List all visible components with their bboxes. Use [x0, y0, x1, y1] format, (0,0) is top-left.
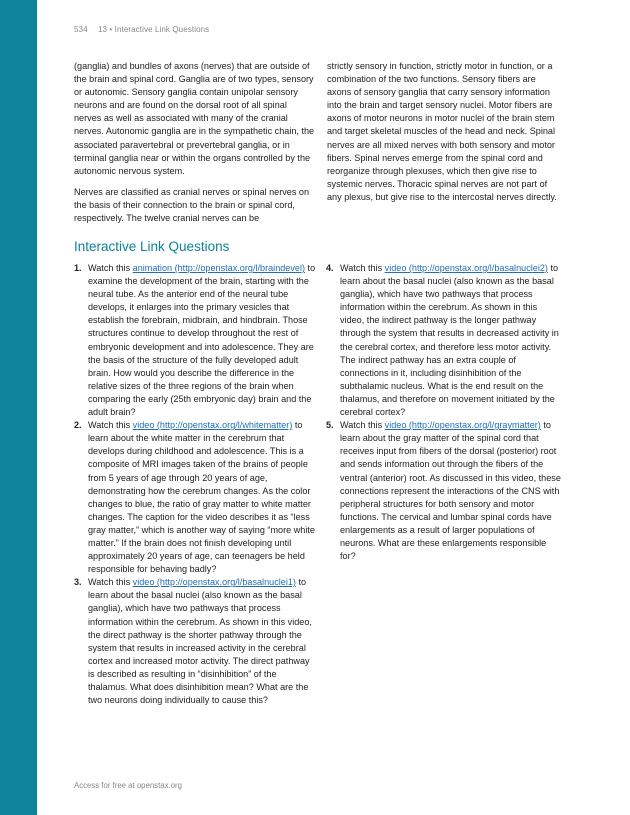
sidebar-accent-bar — [0, 0, 37, 815]
question-text: to learn about the white matter in the cerebrum that develops during childhood and adolescence. This is a composite of MRI images taken of the brains of people from 5 years of age through 20 years of age, demonstrating how the cerebrum changes. As the color changes to blue, the ratio of gray matter to white matter changes. The caption for the video describes it as “less gray matter,” which is another way of saying “more white matter.” If the brain does not finish developing until approximately 20 years of age, can teenagers be held responsible for behaving badly? — [88, 420, 315, 575]
body-column-right — [327, 60, 561, 212]
questions-column-right — [326, 262, 562, 563]
question-lead: Watch this — [88, 577, 133, 588]
question-lead: Watch this — [340, 420, 385, 431]
question-number: 2. — [74, 420, 82, 431]
question-item — [326, 419, 562, 563]
body-paragraph: (ganglia) and bundles of axons (nerves) that are outside of the brain and spinal cord. Ganglia are of two types, sensory or autonomic. Sensory ganglia contain unipolar sensory neurons and are found on the dorsal root of all spinal nerves as well as associated with many of the cranial nerves. Autonomic ganglia are in the sympathetic chain, the associated paravertebral or prevertebral ganglia, or in terminal ganglia near or within the organs controlled by the autonomic nervous system. — [74, 61, 315, 176]
question-number: 5. — [326, 420, 334, 431]
page-footer: Access for free at openstax.org — [74, 781, 182, 790]
question-lead: Watch this — [88, 263, 133, 273]
section-title: Interactive Link Questions — [74, 239, 230, 254]
question-item — [74, 419, 317, 576]
question-text: to learn about the gray matter of the spinal cord that receives input from fibers of the dorsal (posterior) root and sends information out through the fibers of the ventral (anterior) root. As discussed in this video, these connections represent the interactions of the CNS with peripheral structures for both sensory and motor functions. The cervical and lumbar spinal cords have enlargements as a result of larger populations of neurons. What are these enlargements responsible for? — [340, 420, 561, 562]
questions-column-left — [74, 262, 317, 707]
question-link[interactable]: animation (http://openstax.org/l/braindevel) — [132, 263, 306, 273]
page-number: 534 — [74, 25, 88, 34]
question-number: 3. — [74, 577, 82, 588]
body-paragraph: Nerves are classified as cranial nerves or spinal nerves on the basis of their connection to the brain or spinal cord, respectively. The twelve cranial nerves can be — [74, 186, 310, 224]
question-link[interactable]: video (http://openstax.org/l/basalnuclei2) — [384, 263, 548, 273]
body-column-left — [74, 60, 316, 233]
body-paragraph: strictly sensory in function, strictly motor in function, or a combination of the two functions. Sensory fibers are axons of sensory ganglia that carry sensory information into the brain and target sensory nuclei. Motor fibers are axons of motor neurons in motor nuclei of the brain stem and target skeletal muscles of the head and neck. Spinal nerves are all mixed nerves with both sensory and motor fibers. Spinal nerves emerge from the spinal cord and reorganize through plexuses, which then give rise to systemic nerves. Thoracic spinal nerves are not part of any plexus, but give rise to the intercostal nerves directly. — [327, 61, 557, 202]
running-head — [74, 25, 209, 34]
chapter-title: 13 • Interactive Link Questions — [97, 25, 210, 34]
question-lead: Watch this — [88, 420, 133, 431]
question-lead: Watch this — [340, 263, 385, 273]
question-number: 1. — [74, 263, 82, 273]
question-text: to learn about the basal nuclei (also known as the basal ganglia), which have two pathways that process information within the cerebrum. As shown in this video, the indirect pathway is the longer pathway through the system that results in decreased activity in the cerebral cortex, and therefore less motor activity. The indirect pathway has an extra couple of connections in it, including disinhibition of the subthalamic nucleus. What is the end result on the thalamus, and therefore on movement initiated by the cerebral cortex? — [340, 263, 559, 418]
question-text: to examine the development of the brain, starting with the neural tube. As the anterior end of the neural tube develops, it enlarges into the primary vesicles that establish the forebrain, midbrain, and hindbrain. Those structures continue to develop throughout the rest of embryonic development and into adolescence. They are the basis of the structure of the fully developed adult brain. How would you describe the difference in the relative sizes of the three regions of the brain when comparing the early (25th embryonic day) brain and the adult brain? — [88, 263, 316, 418]
question-item — [326, 262, 562, 419]
question-link[interactable]: video (http://openstax.org/l/whitematter) — [132, 420, 293, 431]
question-link[interactable]: video (http://openstax.org/l/graymatter) — [384, 420, 541, 431]
question-link[interactable]: video (http://openstax.org/l/basalnuclei1) — [132, 577, 296, 588]
question-item — [74, 576, 317, 707]
question-number: 4. — [326, 263, 334, 273]
question-item — [74, 262, 317, 419]
question-text: to learn about the basal nuclei (also known as the basal ganglia), which have two pathways that process information within the cerebrum. As shown in this video, the direct pathway is the shorter pathway through the system that results in increased activity in the cerebral cortex and increased motor activity. The direct pathway is described as resulting in “disinhibition” of the thalamus. What does disinhibition mean? What are the two neurons doing individually to cause this? — [88, 577, 312, 706]
